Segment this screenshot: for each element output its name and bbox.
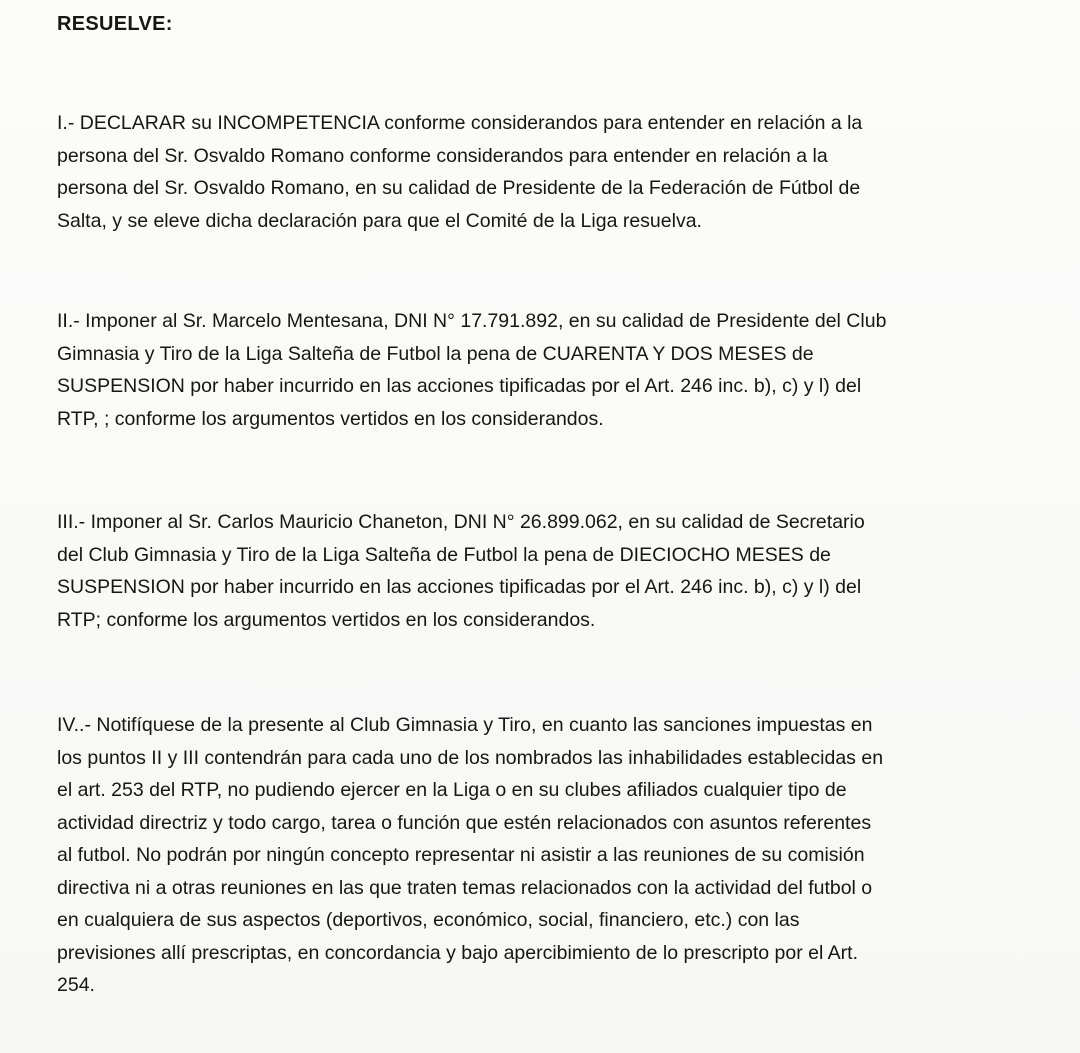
text-line: directiva ni a otras reuniones en las que traten temas relacionados con la actividad del futbol o <box>57 876 873 899</box>
text-line: SUSPENSION por haber incurrido en las acciones tipificadas por el Art. 246 inc. b), c) y l) del <box>57 576 862 598</box>
text-line: IV..- Notifíquese de la presente al Club Gimnasia y Tiro, en cuanto las sanciones impuestas en <box>57 714 873 736</box>
resolution-item-4 <box>57 709 1042 1002</box>
text-line: previsiones allí prescriptas, en concordancia y bajo apercibimiento de lo prescripto por el Art. <box>57 941 858 964</box>
resolution-item-3 <box>57 506 1042 636</box>
text-line: el art. 253 del RTP, no pudiendo ejercer en la Liga o en su clubes afiliados cualquier tipo de <box>57 779 847 801</box>
text-line: los puntos II y III contendrán para cada uno de los nombrados las inhabilidades establecidas en <box>57 746 884 769</box>
text-line: II.- Imponer al Sr. Marcelo Mentesana, DNI N° 17.791.892, en su calidad de Presidente del Club <box>57 310 887 332</box>
text-line: RTP; conforme los argumentos vertidos en los considerandos. <box>57 608 596 631</box>
resolution-item-2 <box>57 305 1042 435</box>
text-line: III.- Imponer al Sr. Carlos Mauricio Chaneton, DNI N° 26.899.062, en su calidad de Secretario <box>57 511 865 533</box>
text-line: RTP, ; conforme los argumentos vertidos en los considerandos. <box>57 407 604 430</box>
text-line: Salta, y se eleve dicha declaración para que el Comité de la Liga resuelva. <box>57 209 702 232</box>
text-line: SUSPENSION por haber incurrido en las acciones tipificadas por el Art. 246 inc. b), c) y l) del <box>57 375 862 397</box>
resolution-item-1 <box>57 107 1042 237</box>
document-heading: RESUELVE: <box>57 13 173 35</box>
text-line: del Club Gimnasia y Tiro de la Liga Salteña de Futbol la pena de DIECIOCHO MESES de <box>57 543 831 566</box>
text-line: persona del Sr. Osvaldo Romano conforme considerandos para entender en relación a la <box>57 144 828 167</box>
text-line: 254. <box>57 974 95 996</box>
text-line: I.- DECLARAR su INCOMPETENCIA conforme considerandos para entender en relación a la <box>57 112 863 134</box>
text-line: Gimnasia y Tiro de la Liga Salteña de Futbol la pena de CUARENTA Y DOS MESES de <box>57 342 814 365</box>
text-line: al futbol. No podrán por ningún concepto representar ni asistir a las reuniones de su comisión <box>57 844 865 866</box>
text-line: actividad directriz y todo cargo, tarea o función que estén relacionados con asuntos referentes <box>57 811 872 834</box>
text-line: persona del Sr. Osvaldo Romano, en su calidad de Presidente de la Federación de Fútbol de <box>57 177 861 199</box>
text-line: en cualquiera de sus aspectos (deportivos, económico, social, financiero, etc.) con las <box>57 909 800 931</box>
